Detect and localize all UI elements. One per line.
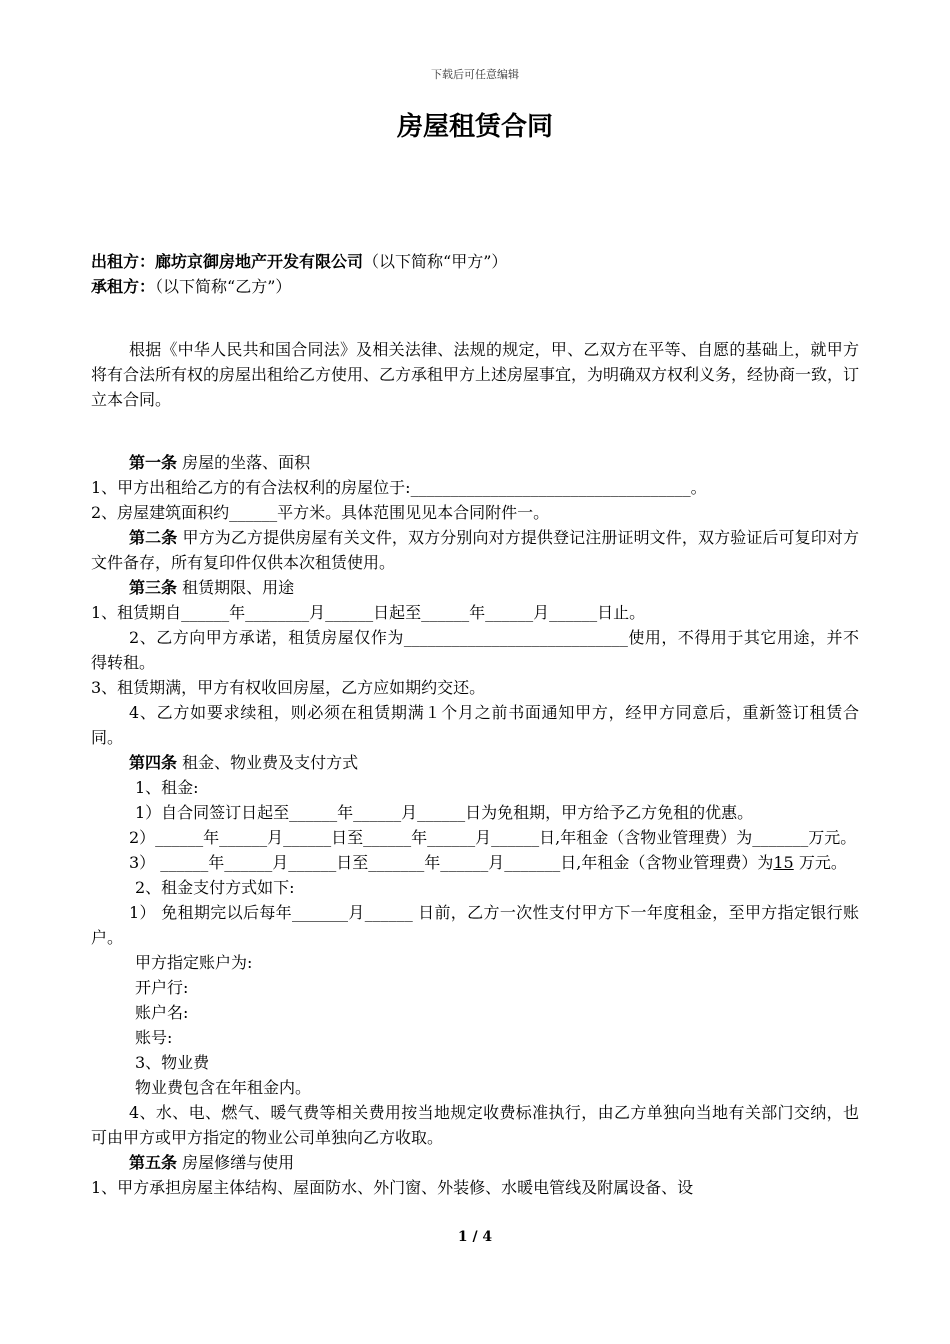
- rent-item-2: 2）______年______月______日至______年______月______日,年租金（含物业管理费）为_______万元。: [129, 828, 857, 847]
- utilities: 4、水、电、燃气、暖气费等相关费用按当地规定收费标准执行，由乙方单独向当地有关部门交纳，也可由甲方或甲方指定的物业公司单独向乙方收取。: [91, 1103, 859, 1147]
- article-1-item-1: 1、甲方出租给乙方的有合法权利的房屋位于:___________________________________。: [91, 478, 707, 497]
- payment-label: 2、租金支付方式如下:: [135, 878, 295, 897]
- lessee-label: 承租方：: [91, 277, 156, 296]
- preamble: 根据《中华人民共和国合同法》及相关法律、法规的规定，甲、乙双方在平等、自愿的基础上，就甲方将有合法所有权的房屋出租给乙方使用、乙方承租甲方上述房屋事宜，为明确双方权利义务，经协商一致，订立本合同。: [91, 340, 860, 409]
- lessor-label: 出租方：: [91, 252, 156, 271]
- property-fee-text: 物业费包含在年租金内。: [135, 1078, 312, 1097]
- property-fee-label: 3、物业费: [135, 1053, 210, 1072]
- article-4-heading: 第四条 租金、物业费及支付方式: [129, 753, 359, 772]
- rent-item-3: 3） ______年______月______日至_______年______月_______日,年租金（含物业管理费）为15 万元。: [129, 853, 847, 872]
- article-1-item-2: 2、房屋建筑面积约______平方米。具体范围见见本合同附件一。: [91, 503, 550, 522]
- article-3-item-4: 4、乙方如要求续租，则必须在租赁期满１个月之前书面通知甲方，经甲方同意后，重新签订租赁合同。: [91, 703, 859, 747]
- contract-body: [91, 249, 859, 1200]
- lessor-name: 廊坊京御房地产开发有限公司: [155, 252, 364, 271]
- lessee-line: [91, 274, 859, 299]
- article-1-heading: 第一条 房屋的坐落、面积: [129, 453, 311, 472]
- account-number: 账号:: [135, 1028, 173, 1047]
- account-intro: 甲方指定账户为:: [135, 953, 253, 972]
- lessor-suffix: （以下简称“甲方”）: [363, 252, 508, 271]
- rent-label: 1、租金:: [135, 778, 199, 797]
- article-3-item-3: 3、租赁期满，甲方有权收回房屋，乙方应如期约交还。: [91, 678, 486, 697]
- page-number: 1 / 4: [457, 1229, 493, 1245]
- document-title: 房屋租赁合同: [396, 112, 553, 142]
- article-3-item-1: 1、租赁期自______年________月______日起至______年______月______日止。: [91, 603, 646, 622]
- article-3-heading: 第三条 租赁期限、用途: [129, 578, 295, 597]
- payment-item-1: 1） 免租期完以后每年_______月______ 日前，乙方一次性支付甲方下一年度租金，至甲方指定银行账户。: [91, 903, 859, 947]
- account-bank: 开户行:: [135, 978, 189, 997]
- lessee-suffix: （以下简称“乙方”）: [155, 277, 292, 296]
- article-5-item-1: 1、甲方承担房屋主体结构、屋面防水、外门窗、外装修、水暖电管线及附属设备、设: [91, 1178, 694, 1197]
- rent-amount: 15: [773, 853, 794, 872]
- rent-item-1: 1）自合同签订日起至______年______月______日为免租期，甲方给予乙方免租的优惠。: [135, 803, 754, 822]
- header-note: 下载后可任意编辑: [431, 68, 519, 81]
- account-name: 账户名:: [135, 1003, 189, 1022]
- article-3-item-2: 2、乙方向甲方承诺，租赁房屋仅作为____________________________使用，不得用于其它用途，并不得转租。: [91, 628, 859, 672]
- lessor-line: [91, 249, 859, 274]
- article-2: 第二条 甲方为乙方提供房屋有关文件，双方分别向对方提供登记注册证明文件，双方验证后可复印对方文件备存，所有复印件仅供本次租赁使用。: [91, 528, 859, 572]
- article-5-heading: 第五条 房屋修缮与使用: [129, 1153, 295, 1172]
